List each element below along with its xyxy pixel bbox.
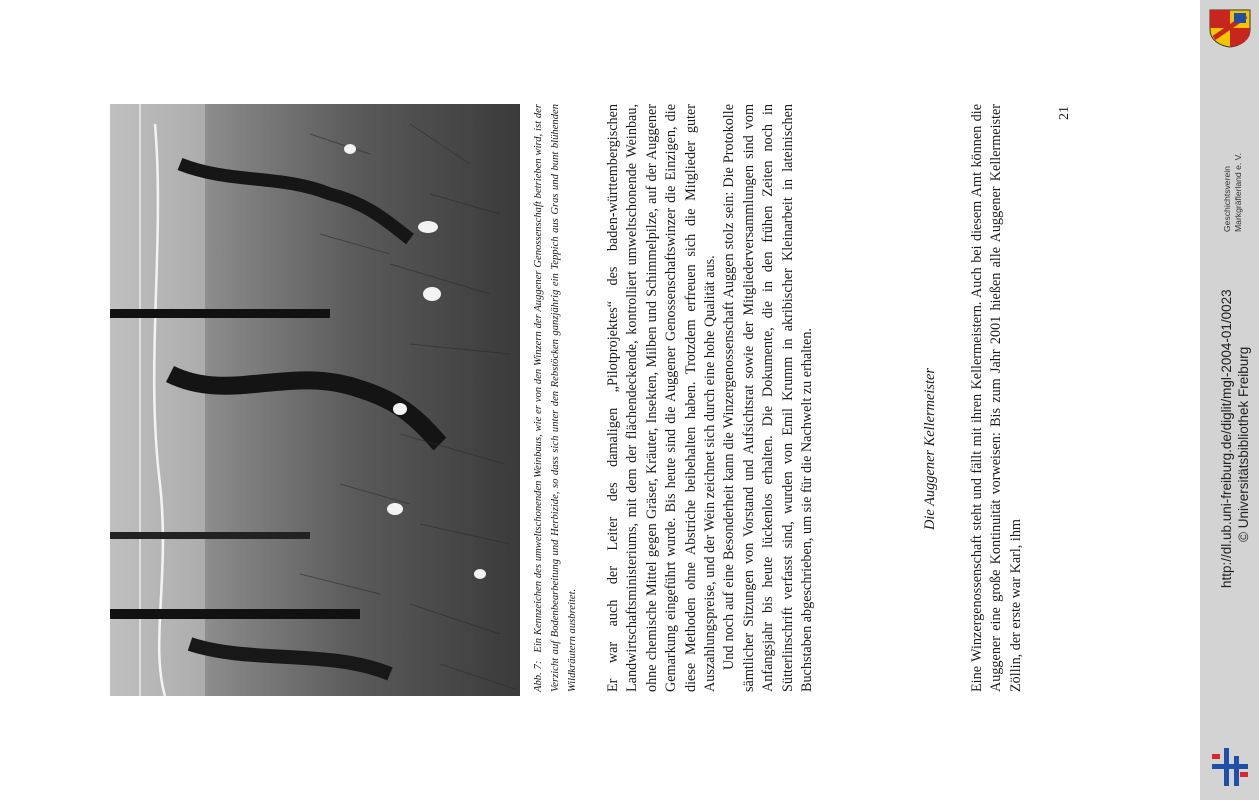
paragraph: Und noch auf eine Besonderheit kann die Winzergenossenschaft Auggen stolz sein: Die Protokolle sämtlicher Sitzungen von Vorstand und Aufsichtsrat sowie der Mitgliederversammlungen sind vom Anfangsjahr bis heute lückenlos erhalten. Die Dokumente, die in den frühen Zeiten noch in Sütterlinschrift verfasst sind, wurden von Emil Krumm in akribischer Kleinarbeit in lateinischen Buchstaben abgeschrieben, um sie für die Nachwelt zu erhalten. [721,104,816,692]
page-number: 21 [1057,106,1072,120]
permalink-url[interactable]: http://dl.ub.uni-freiburg.de/diglit/mgl-2004-01/0023 [1219,289,1234,588]
figure-caption-text: Ein Kennzeichen des umweltschonenden Weinbaus, wie er von den Winzern der Auggener Genossenschaft betrieben wird, ist der Verzicht auf Bodenbearbeitung und Herbizide, so dass sich unter den Rebstöcken ganzjährig ein Teppich aus Gras und bunt blühenden Wildkräutern ausbreitet. [533,103,579,692]
paragraph: Er war auch der Leiter des damaligen „Pilotprojektes“ des baden-württembergischen Landwirtschaftsministeriums, mit dem der flächendeckende, kontrolliert umweltschonende Weinbau, ohne chemische Mittel gegen Gräser, Kräuter, Insekten, Milben und Schimmelpilze, auf der Auggener Gemarkung eingeführt wurde. Bis heute sind die Auggener Genossenschaftswinzer die Einzigen, die diese Methoden ohne Abstriche beibehalten haben. Trotzdem erfreuen sich die Mitglieder guter Auszahlungspreise, und der Wein zeichnet sich durch eine hohe Qualität aus. [605,104,719,692]
figure-caption-label: Abb. 7: [533,660,544,692]
library-logo-icon [1210,748,1250,786]
copyright-notice: © Universitätsbibliothek Freiburg [1236,346,1251,542]
section-heading: Die Auggener Kellermeister [922,368,938,530]
coat-of-arms-icon [1208,8,1252,48]
vineyard-photo-image [110,104,520,696]
paragraph: Eine Winzergenossenschaft steht und fällt mit ihren Kellermeistern. Auch bei diesem Amt können die Auggener eine große Kontinuität vorweisen: Bis zum Jahr 2001 hießen alle Auggener Kellermeister Zöllin, der erste war Karl, ihm [969,104,1024,692]
society-name [1222,52,1244,232]
vineyard-photo [110,104,520,696]
figure-caption [530,104,582,692]
body-text-block [604,104,817,692]
society-line: Geschichtsverein [1222,166,1232,232]
society-line: Markgräflerland e. V. [1233,153,1243,232]
